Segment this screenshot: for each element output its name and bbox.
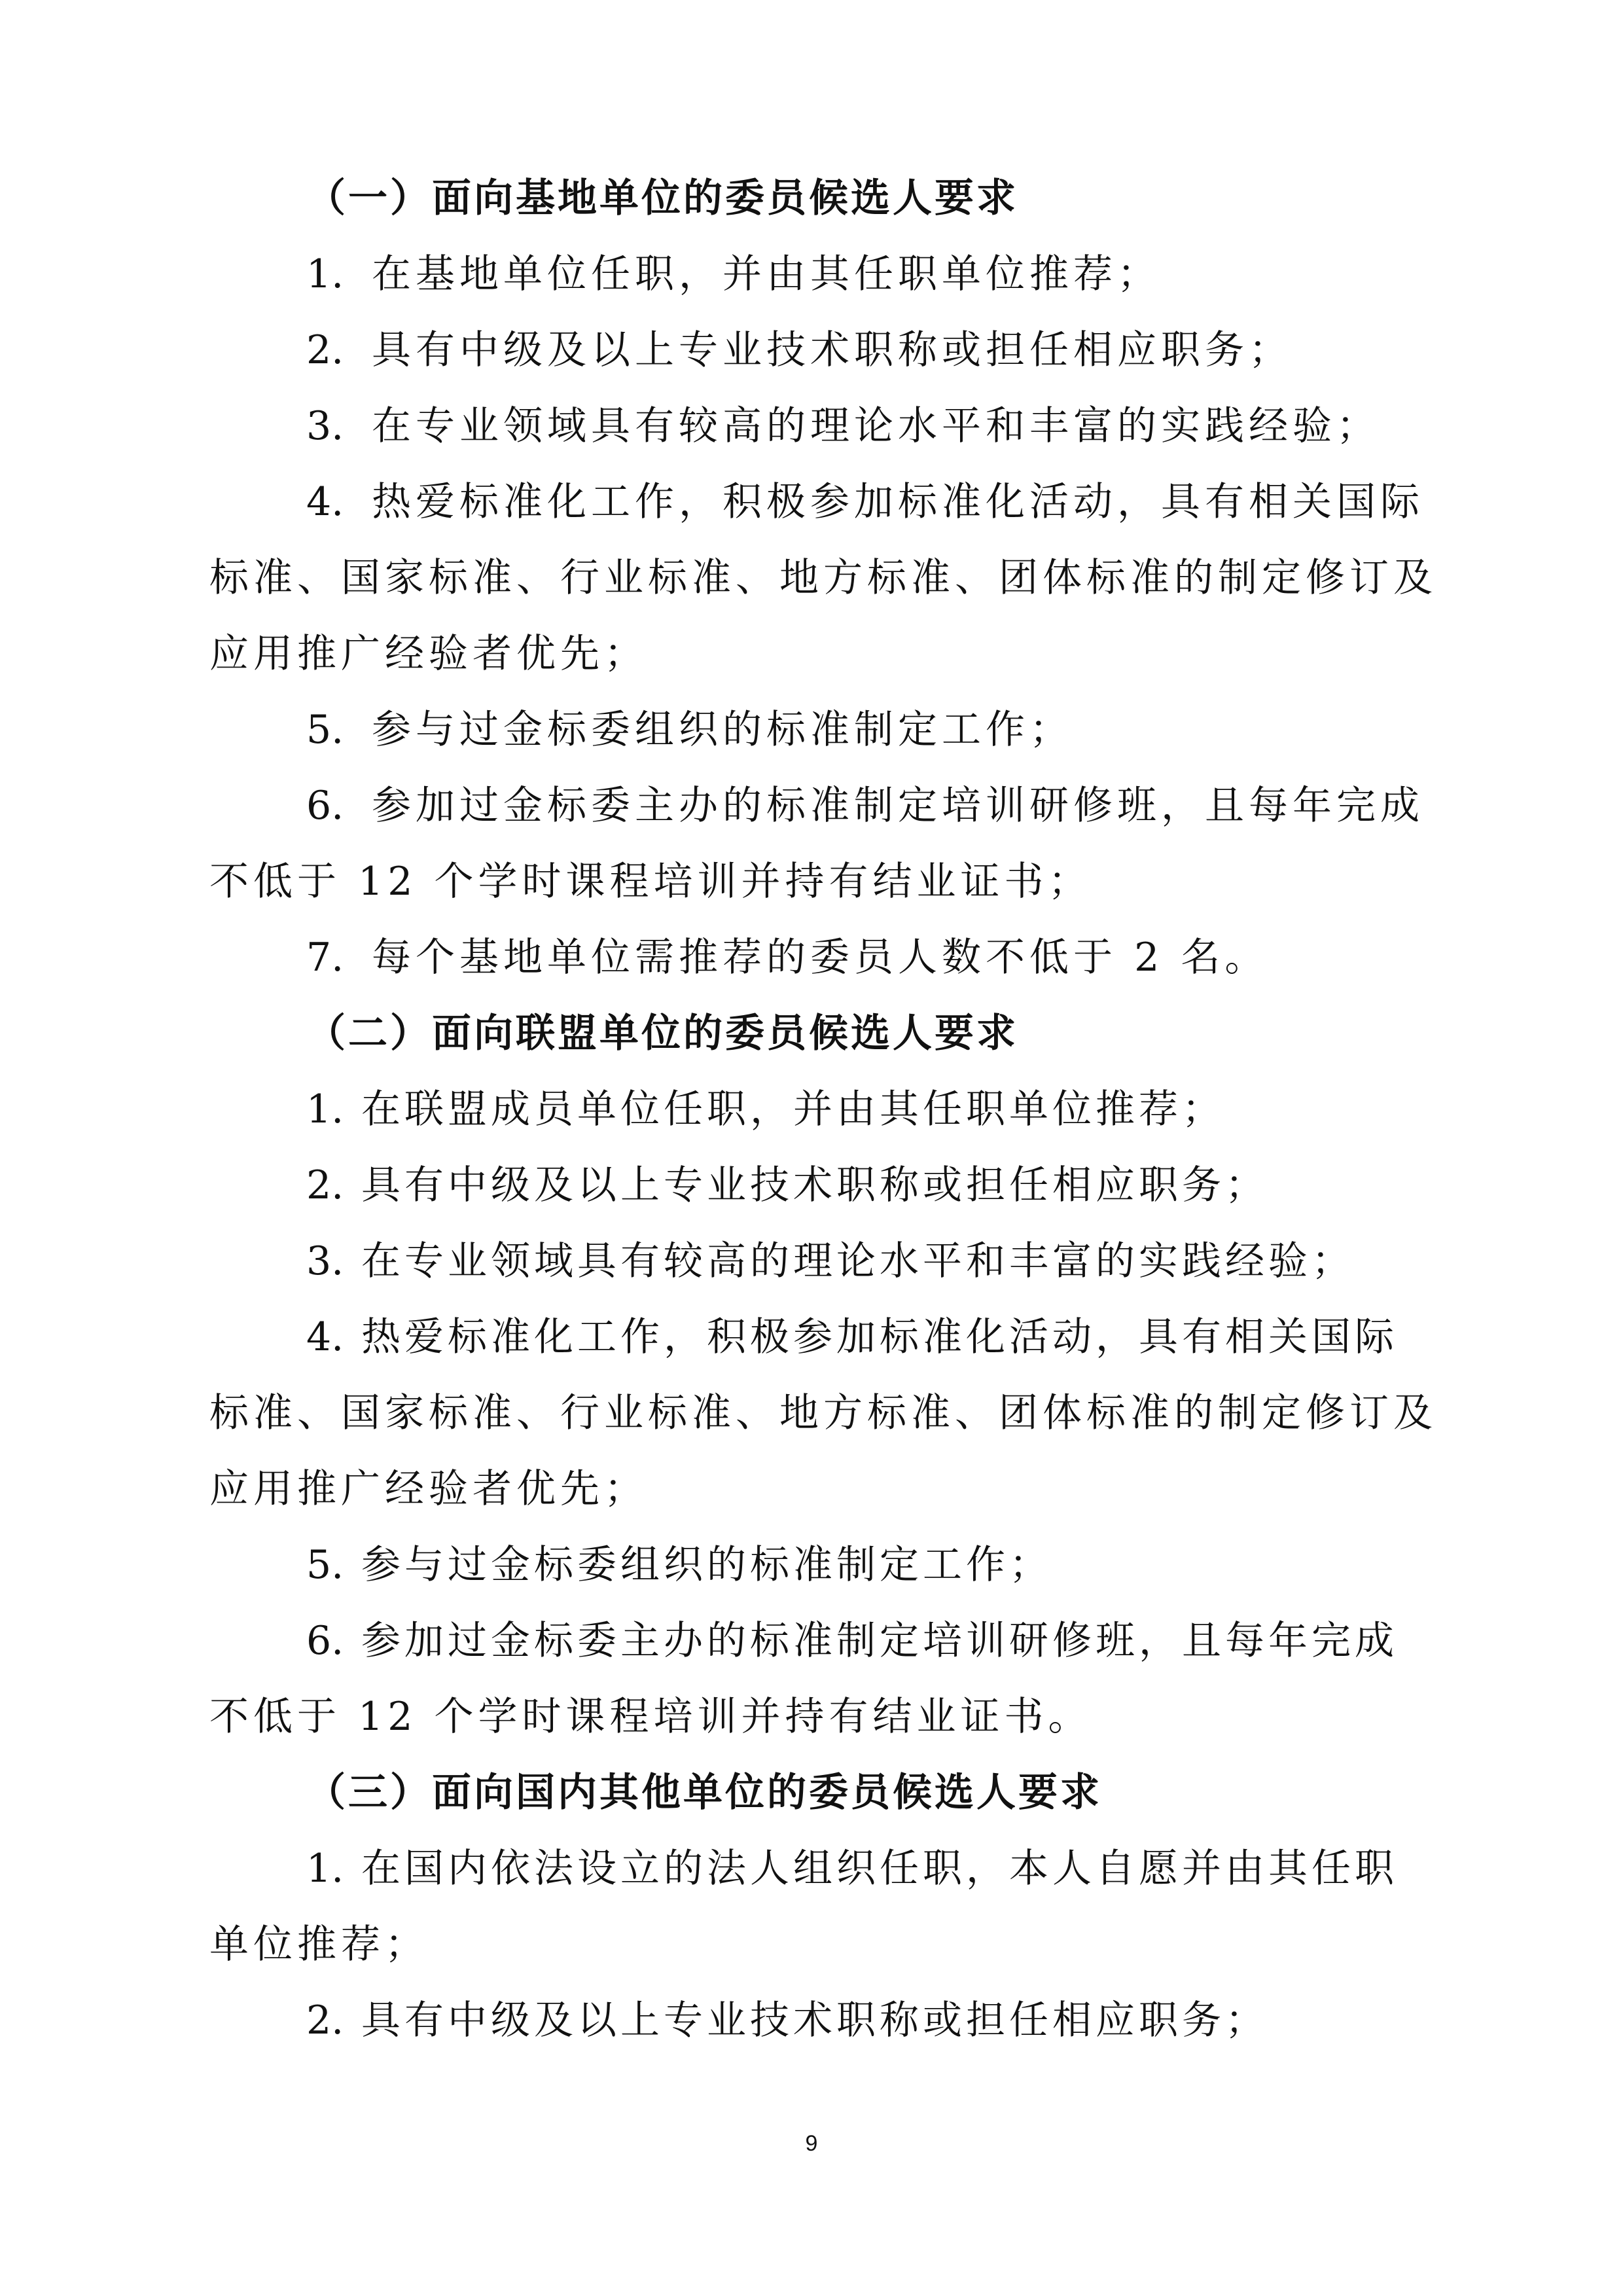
item-text: 热爱标准化工作，积极参加标准化活动，具有相关国际	[361, 1314, 1398, 1360]
list-item	[209, 1615, 1398, 1667]
item-number: 2.	[306, 327, 344, 373]
list-item	[209, 476, 1424, 528]
list-item	[209, 1994, 1268, 2047]
item-number: 5.	[306, 707, 344, 753]
item-continuation: 单位推荐；	[209, 1922, 429, 1967]
item-text: 参与过金标委组织的标准制定工作；	[372, 707, 1073, 753]
item-continuation: 标准、国家标准、行业标准、地方标准、团体标准的制定修订及	[209, 555, 1437, 601]
item-text: 热爱标准化工作，积极参加标准化活动，具有相关国际	[372, 479, 1424, 525]
section-heading-3: （三）面向国内其他单位的委员候选人要求	[306, 1770, 1102, 1816]
list-item	[209, 1083, 1225, 1136]
list-item	[209, 704, 1073, 756]
list-item	[209, 1539, 1052, 1591]
list-item	[209, 780, 1424, 832]
item-text: 具有中级及以上专业技术职称或担任相应职务；	[361, 1998, 1268, 2043]
item-number: 1.	[306, 1086, 344, 1132]
item-text: 具有中级及以上专业技术职称或担任相应职务；	[372, 327, 1293, 373]
item-text: 在基地单位任职，并由其任职单位推荐；	[372, 251, 1161, 297]
item-number: 5.	[306, 1542, 344, 1588]
list-item	[209, 400, 1380, 452]
item-text: 参加过金标委主办的标准制定培训研修班，且每年完成	[372, 783, 1424, 829]
item-continuation: 应用推广经验者优先；	[209, 1466, 648, 1512]
item-text: 参与过金标委组织的标准制定工作；	[361, 1542, 1052, 1588]
item-number: 2.	[306, 1162, 344, 1208]
item-text: 具有中级及以上专业技术职称或担任相应职务；	[361, 1162, 1268, 1208]
section-heading-2: （二）面向联盟单位的委员候选人要求	[306, 1011, 1018, 1056]
item-text: 在专业领域具有较高的理论水平和丰富的实践经验；	[361, 1238, 1355, 1284]
list-item	[209, 1842, 1398, 1895]
item-number: 4.	[306, 479, 344, 525]
item-continuation: 不低于 12 个学时课程培训并持有结业证书；	[209, 859, 1092, 905]
list-item	[209, 324, 1293, 376]
list-item	[209, 1235, 1355, 1287]
list-item	[209, 248, 1161, 300]
item-number: 3.	[306, 403, 344, 449]
item-text: 参加过金标委主办的标准制定培训研修班，且每年完成	[361, 1618, 1398, 1664]
item-number: 1.	[306, 1846, 344, 1892]
item-number: 1.	[306, 251, 344, 297]
list-item	[209, 931, 1268, 984]
item-number: 6.	[306, 1618, 344, 1664]
list-item	[209, 1159, 1268, 1211]
item-number: 2.	[306, 1998, 344, 2043]
item-number: 4.	[306, 1314, 344, 1360]
item-number: 6.	[306, 783, 344, 829]
page-number: 9	[805, 2131, 818, 2156]
section-heading-1: （一）面向基地单位的委员候选人要求	[306, 175, 1018, 221]
item-number: 7.	[306, 935, 344, 980]
item-text: 每个基地单位需推荐的委员人数不低于 2 名。	[372, 935, 1269, 980]
list-item	[209, 1311, 1398, 1363]
item-continuation: 标准、国家标准、行业标准、地方标准、团体标准的制定修订及	[209, 1390, 1437, 1436]
item-number: 3.	[306, 1238, 344, 1284]
item-text: 在专业领域具有较高的理论水平和丰富的实践经验；	[372, 403, 1380, 449]
item-continuation: 不低于 12 个学时课程培训并持有结业证书。	[209, 1694, 1092, 1740]
item-text: 在联盟成员单位任职，并由其任职单位推荐；	[361, 1086, 1225, 1132]
item-text: 在国内依法设立的法人组织任职，本人自愿并由其任职	[361, 1846, 1398, 1892]
item-continuation: 应用推广经验者优先；	[209, 631, 648, 677]
